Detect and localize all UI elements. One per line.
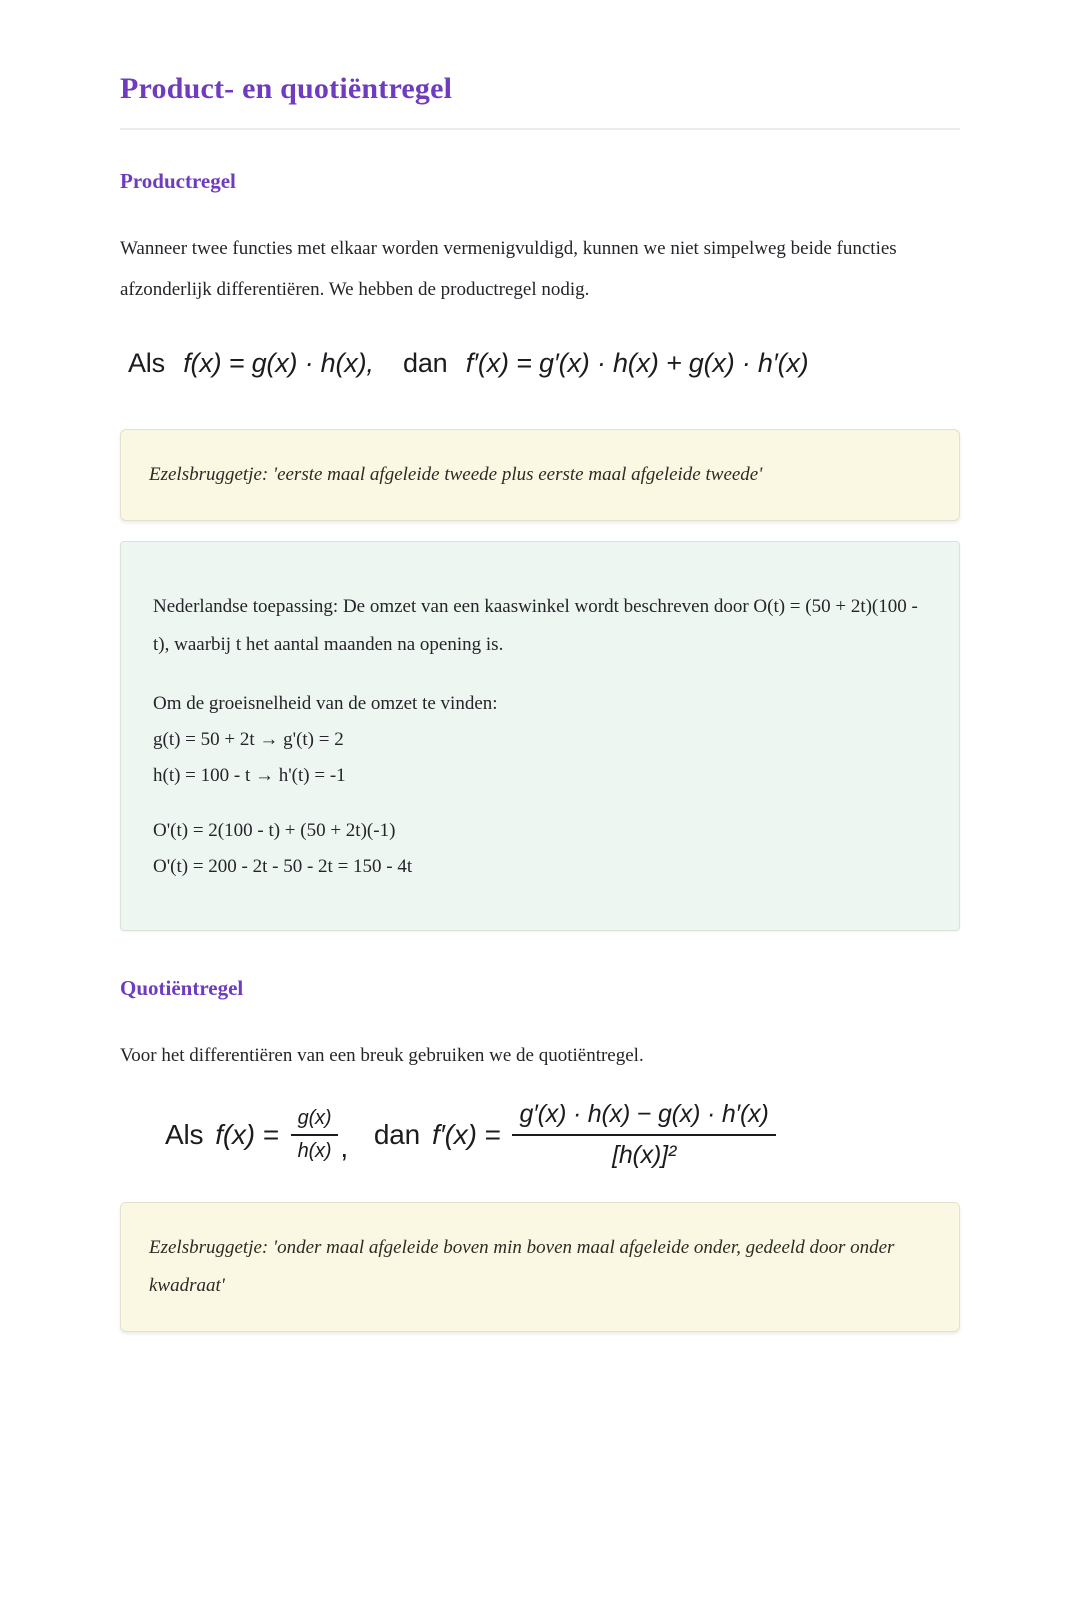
mnemonic-box-product (120, 429, 960, 521)
title-divider (120, 128, 960, 130)
example-box (120, 541, 960, 931)
product-rule-formula (120, 348, 960, 379)
formula-word-dan: dan (373, 1118, 421, 1150)
mnemonic-box-quotient (120, 1202, 960, 1332)
productregel-intro: Wanneer twee functies met elkaar worden vermenigvuldigd, kunnen we niet simpelweg beide functies afzonderlijk differentiëren. We hebben de productregel nodig. (120, 238, 897, 300)
mnemonic-product-text: Ezelsbruggetje: 'eerste maal afgeleide tweede plus eerste maal afgeleide tweede' (149, 464, 763, 485)
example-derivative-g: g(t) = 50 + 2t → g'(t) = 2 (153, 729, 344, 750)
quotient-big-fraction (512, 1100, 775, 1170)
formula-word-dan: dan (403, 348, 448, 378)
section-heading-quotientregel: Quotiëntregel (120, 976, 244, 1000)
quotient-rule-f-eq: f(x) = (215, 1118, 279, 1150)
quotientregel-intro: Voor het differentiëren van een breuk gebruiken we de quotiëntregel. (120, 1045, 644, 1066)
example-intro: Nederlandse toepassing: De omzet van een kaaswinkel wordt beschreven door O(t) = (50 + 2t)(100 - t), waarbij t het aantal maanden na opening is. (153, 596, 918, 655)
formula-word-als: Als (128, 348, 165, 378)
example-result-step1: O'(t) = 2(100 - t) + (50 + 2t)(-1) (153, 820, 396, 841)
quotient-small-fraction (291, 1108, 339, 1162)
document-content (120, 72, 960, 1332)
small-fraction-numerator: g(x) (291, 1108, 339, 1136)
mnemonic-quotient-text: Ezelsbruggetje: 'onder maal afgeleide boven min boven maal afgeleide onder, gedeeld door onder kwadraat' (149, 1236, 895, 1296)
quotient-rule-formula (120, 1100, 960, 1170)
big-fraction-denominator: [h(x)]² (612, 1140, 676, 1169)
example-goal: Om de groeisnelheid van de omzet te vinden: (153, 693, 498, 714)
example-result-step2: O'(t) = 200 - 2t - 50 - 2t = 150 - 4t (153, 856, 413, 877)
product-rule-lhs: f(x) = g(x) · h(x), (183, 348, 374, 378)
product-rule-rhs: f′(x) = g′(x) · h(x) + g(x) · h′(x) (465, 348, 809, 378)
quotient-rule-fprime-eq: f′(x) = (432, 1118, 501, 1150)
small-fraction-denominator: h(x) (297, 1139, 332, 1162)
section-heading-productregel: Productregel (120, 169, 236, 193)
formula-comma: , (340, 1131, 348, 1163)
formula-word-als: Als (165, 1118, 204, 1150)
big-fraction-numerator: g′(x) · h(x) − g(x) · h′(x) (512, 1100, 775, 1136)
example-derivative-h: h(t) = 100 - t → h'(t) = -1 (153, 765, 346, 786)
page-title: Product- en quotiëntregel (120, 72, 453, 105)
